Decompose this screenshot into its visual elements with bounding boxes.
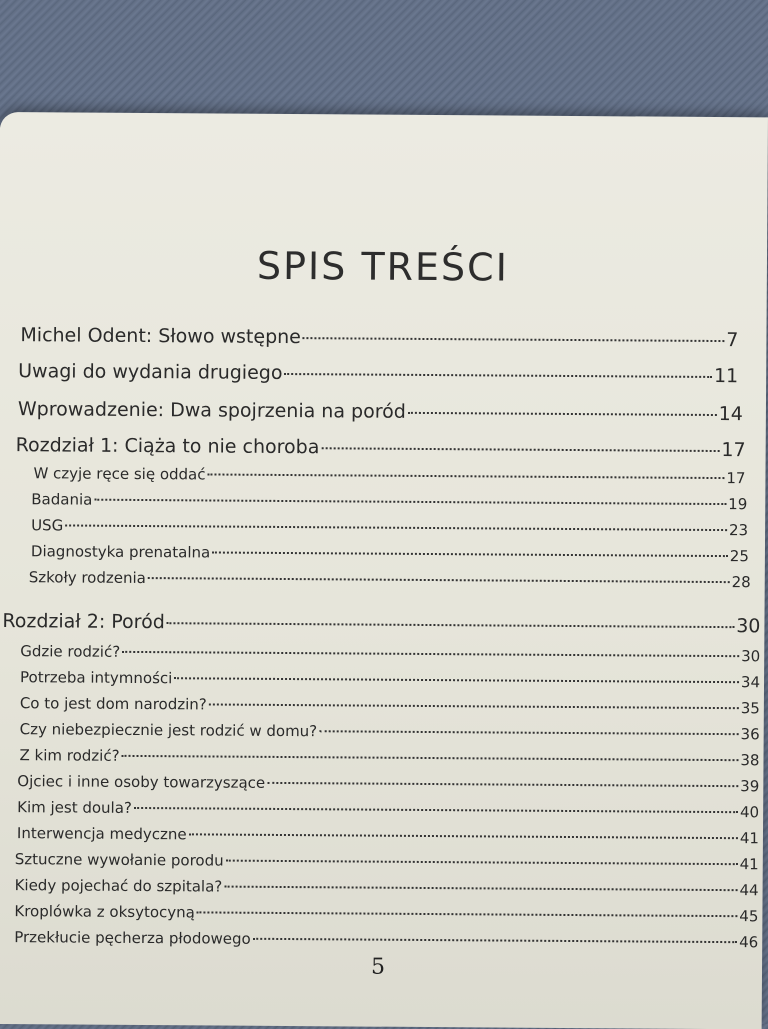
toc-entry	[20, 642, 760, 665]
toc-entry-page: 25	[729, 547, 749, 566]
toc-entry-label: USG	[31, 516, 64, 535]
toc-entry-label: Rozdział 2: Poród	[2, 610, 165, 634]
toc-entry-label: Interwencja medyczne	[16, 824, 187, 844]
toc-entry-page: 46	[739, 933, 759, 952]
toc-entry-label: Potrzeba intymności	[19, 668, 173, 688]
toc-entry	[17, 772, 759, 795]
toc-entry-label: Przekłucie pęcherza płodowego	[14, 928, 251, 948]
toc-entry-page: 35	[740, 699, 760, 718]
toc-entry-label: Kiedy pojechać do szpitala?	[14, 876, 223, 896]
toc-entry	[18, 360, 738, 387]
toc-entry-page: 23	[728, 521, 749, 540]
toc-entry-label: Kim jest doula?	[17, 798, 132, 817]
toc-entry	[20, 720, 760, 743]
toc-entry	[14, 928, 758, 951]
toc-entry	[20, 668, 760, 691]
toc-entry	[29, 568, 751, 591]
toc-entry	[17, 798, 759, 821]
toc-entry-page: 41	[739, 829, 760, 848]
toc-entry-page: 40	[739, 803, 760, 822]
toc-entry-label: Ojciec i inne osoby towarzyszące	[17, 772, 266, 792]
toc-entry-page: 41	[739, 855, 759, 874]
toc-entry-page: 11	[713, 364, 739, 388]
toc-entry	[16, 434, 746, 461]
toc-entry	[15, 850, 759, 873]
toc-entry-label: Rozdział 1: Ciąża to nie choroba	[15, 434, 320, 459]
toc-entry-page: 7	[726, 329, 739, 352]
toc-entry	[33, 464, 745, 487]
toc-entry	[31, 516, 748, 539]
toc-entry	[14, 902, 758, 925]
toc-entry-label: W czyje ręce się oddać	[33, 464, 206, 484]
toc-entry-page: 28	[731, 573, 751, 592]
page-title: SPIS TREŚCI	[256, 243, 510, 290]
toc-entry	[19, 746, 759, 769]
page-number: 5	[370, 954, 386, 980]
table-of-contents	[0, 324, 767, 952]
toc-entry-page: 19	[728, 495, 748, 514]
toc-entry-page: 36	[740, 725, 760, 744]
toc-entry-page: 39	[740, 777, 760, 796]
toc-entry	[2, 610, 760, 637]
toc-entry-label: Co to jest dom narodzin?	[19, 694, 207, 714]
toc-entry	[20, 694, 760, 717]
toc-entry	[15, 876, 759, 899]
toc-entry-label: Gdzie rodzić?	[20, 642, 121, 661]
toc-entry-page: 44	[739, 881, 759, 900]
toc-entry	[20, 324, 738, 351]
toc-entry-page: 17	[721, 439, 746, 462]
toc-entry-page: 17	[726, 469, 746, 488]
toc-entry	[31, 542, 749, 565]
toc-entry-label: Szkoły rodzenia	[28, 568, 146, 588]
toc-entry-page: 34	[740, 673, 761, 692]
toc-entry-label: Kroplówka z oksytocyną	[14, 902, 195, 922]
toc-entry-page: 30	[736, 615, 761, 638]
toc-entry	[17, 824, 759, 847]
book-page	[0, 112, 768, 1029]
toc-entry-page: 30	[741, 647, 761, 666]
toc-entry-label: Uwagi do wydania drugiego	[18, 360, 283, 384]
toc-entry-label: Wprowadzenie: Dwa spojrzenia na poród	[17, 398, 406, 423]
toc-entry	[31, 490, 747, 513]
toc-entry-page: 45	[739, 907, 759, 926]
toc-entry-label: Sztuczne wywołanie porodu	[14, 850, 224, 870]
toc-entry-label: Diagnostyka prenatalna	[30, 542, 211, 562]
toc-entry-page: 38	[740, 751, 760, 770]
toc-entry-label: Badania	[31, 490, 93, 509]
toc-entry-page: 14	[718, 403, 743, 426]
toc-entry-label: Czy niebezpiecznie jest rodzić w domu?	[19, 720, 318, 741]
toc-entry	[18, 398, 743, 425]
toc-entry-label: Z kim rodzić?	[19, 746, 120, 765]
toc-entry-label: Michel Odent: Słowo wstępne	[20, 324, 301, 349]
